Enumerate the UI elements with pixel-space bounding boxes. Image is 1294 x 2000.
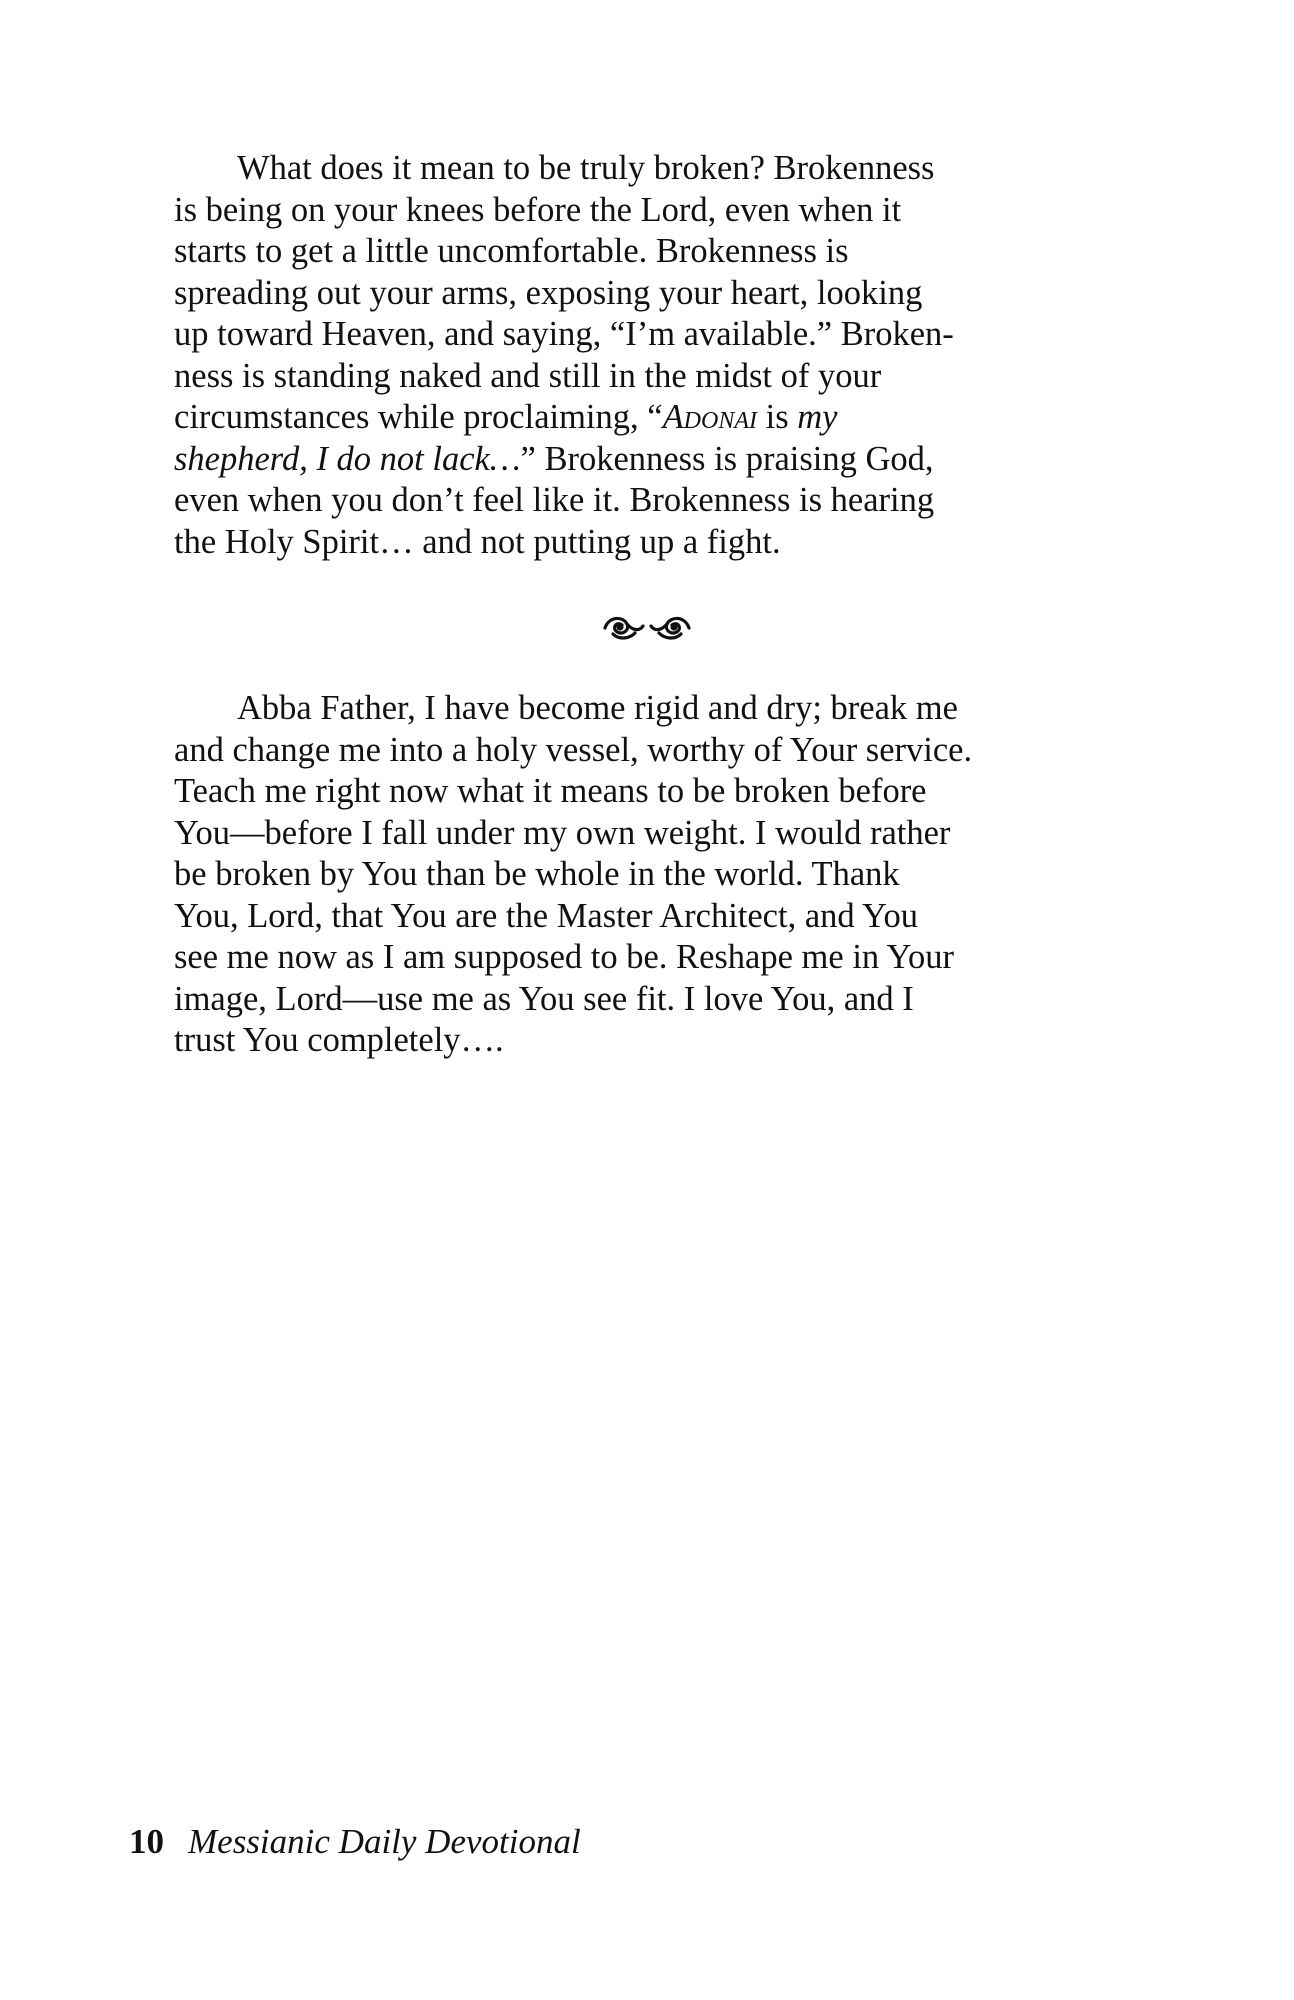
italic-phrase: my [797,398,838,436]
text-line: be broken by You than be whole in the world. Thank [174,855,900,893]
page-number: 10 [129,1822,164,1861]
page-footer [129,1820,581,1864]
text-line: You—before I fall under my own weight. I would rather [174,813,951,852]
text-line: Abba Father, I have become rigid and dry; break me [237,689,958,727]
text-line: spreading out your arms, exposing your heart, looking [174,273,923,312]
text-line: trust You completely…. [174,1021,504,1059]
text-line: What does it mean to be truly broken? Brokenness [237,149,935,187]
text-line: starts to get a little uncomfortable. Brokenness is [174,232,849,270]
ornament-divider-icon [599,606,695,646]
text-line-shepherd [174,439,1074,481]
paragraph-prayer [174,688,1074,1062]
text-line-adonai [174,397,1074,439]
text-line: You, Lord, that You are the Master Architect, and You [174,896,918,935]
text-segment: is [756,398,798,436]
text-segment: ” Brokenness is praising God, [520,439,934,478]
text-line: ness is standing naked and still in the midst of your [174,356,882,395]
paragraph-brokenness [174,148,1074,563]
text-line: is being on your knees before the Lord, even when it [174,190,902,229]
text-line: the Holy Spirit… and not putting up a fight. [174,522,781,561]
running-title: Messianic Daily Devotional [188,1822,581,1861]
adonai-word: Adonai [662,398,757,436]
text-line: up toward Heaven, and saying, “I’m available.” Broken- [174,315,954,353]
text-line: and change me into a holy vessel, worthy of Your service. [174,730,973,769]
text-line: Teach me right now what it means to be broken before [174,772,927,810]
text-line: even when you don’t feel like it. Brokenness is hearing [174,481,935,519]
italic-phrase: shepherd, I do not lack… [174,439,521,478]
text-line: image, Lord—use me as You see fit. I love You, and I [174,979,914,1018]
text-line: see me now as I am supposed to be. Reshape me in Your [174,938,954,976]
text-segment: circumstances while proclaiming, “ [174,398,663,436]
section-divider [0,606,1294,650]
